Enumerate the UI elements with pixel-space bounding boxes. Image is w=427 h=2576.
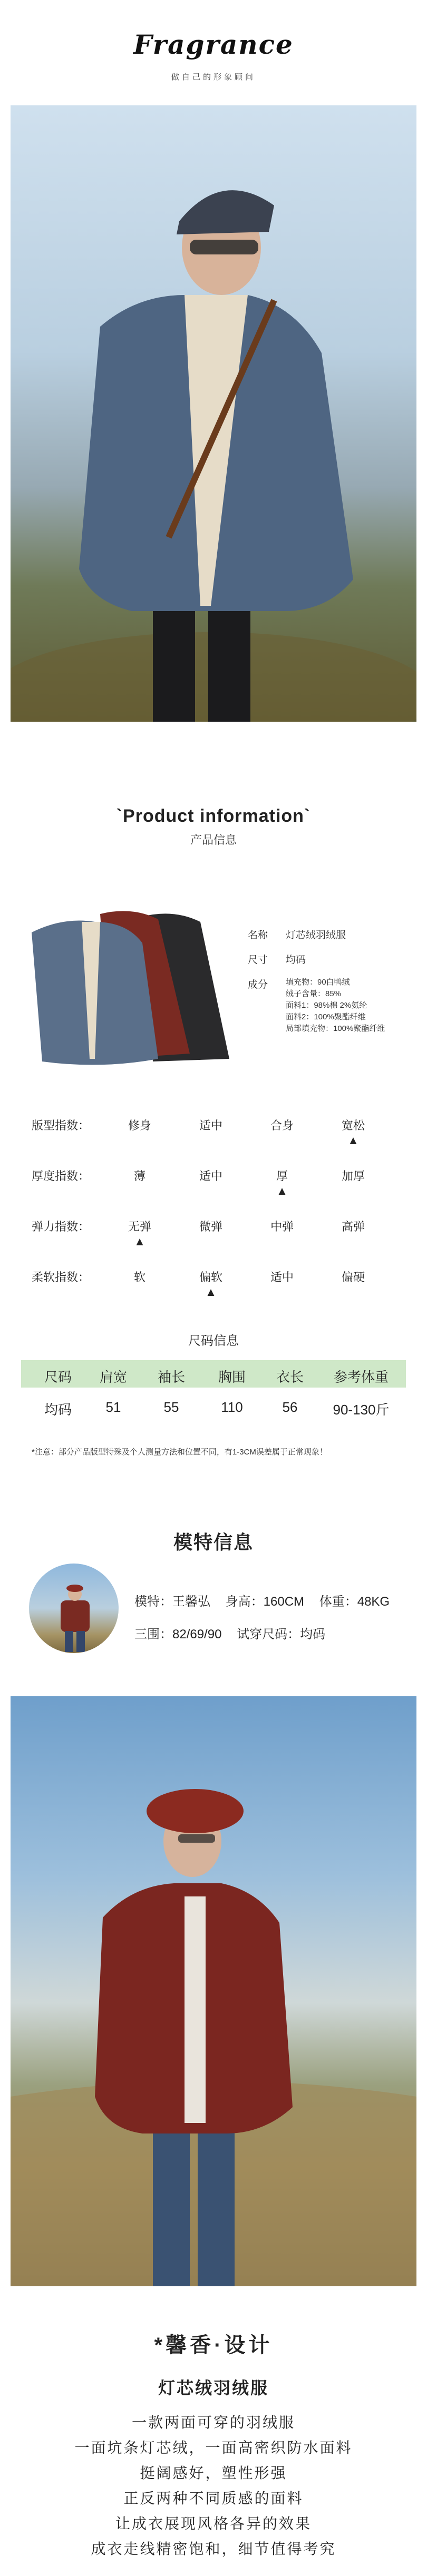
material-line: 填充物：90白鸭绒 [286,978,350,987]
material-line: 局部填充物：100%聚酯纤维 [286,1024,385,1033]
spec-material-list [286,977,385,1035]
size-table-header [21,1360,406,1388]
rating-marker-icon: ▲ [205,1285,217,1299]
rating-row-softness [32,1263,411,1314]
model-try-size: 试穿尺码：均码 [237,1627,326,1641]
size-info-title: 尺码信息 [188,1334,239,1348]
rating-option: 软 [133,1271,145,1284]
size-header-cell: 袖长 [157,1369,185,1385]
rating-marker-icon: ▲ [276,1184,288,1197]
model-name: 模特：王馨弘 [134,1595,210,1609]
model-stats-line-2 [134,1624,337,1642]
size-cell: 均码 [44,1402,72,1418]
size-cell: 51 [105,1399,121,1415]
avatar-illustration [29,1564,119,1653]
rating-label: 弹力指数： [32,1220,90,1233]
brand-tagline: 做自己的形象顾问 [171,73,256,82]
design-line: 成衣走线精密饱和，细节值得考究 [91,2541,336,2557]
size-cell: 56 [282,1399,298,1415]
model-info-title: 模特信息 [173,1531,254,1553]
size-header-cell: 尺码 [44,1369,72,1385]
rating-option: 无弹 [128,1220,151,1233]
size-header-cell: 衣长 [276,1369,304,1385]
rating-option: 适中 [270,1271,294,1284]
rating-row-elasticity [32,1213,411,1263]
model-avatar [29,1564,119,1653]
design-line: 让成衣展现风格各异的效果 [115,2515,312,2532]
model-height: 身高：160CM [225,1595,305,1609]
rating-option: 宽松 [341,1119,365,1132]
design-line: 一款两面可穿的羽绒服 [131,2414,295,2431]
rating-label: 版型指数： [32,1119,90,1132]
rating-option: 适中 [199,1119,222,1132]
model-photo-illustration [11,1696,416,2286]
design-line: 正反两种不同质感的面料 [123,2490,304,2506]
model-photo [11,1696,416,2286]
product-info-subtitle: 产品信息 [190,833,237,847]
rating-option: 修身 [128,1119,151,1132]
product-spec-table [248,927,422,1045]
design-title: *馨香·设计 [154,2334,273,2357]
size-table-row [21,1391,406,1420]
design-line: 挺阔感好，塑性形强 [140,2465,287,2481]
rating-option: 微弹 [199,1220,222,1233]
size-header-cell: 胸围 [218,1369,246,1385]
rating-label: 厚度指数： [32,1169,90,1183]
spec-row-name [248,927,422,941]
rating-option: 薄 [133,1169,145,1183]
spec-key: 成分 [248,979,268,990]
color-variants-image [21,901,237,1075]
spec-row-material [248,977,422,1035]
rating-label: 柔软指数： [32,1271,90,1284]
design-product-name: 灯芯绒羽绒服 [158,2378,269,2397]
model-measurements: 三围：82/69/90 [134,1627,222,1641]
rating-row-fit [32,1112,411,1162]
rating-option: 合身 [270,1119,294,1132]
rating-option: 加厚 [341,1169,365,1183]
jacket-variants-illustration [21,901,237,1075]
size-cell: 55 [163,1399,179,1415]
rating-option: 厚 [276,1169,288,1183]
product-info-title: `Product information` [116,806,311,826]
material-line: 绒子含量：85% [286,989,342,998]
spec-value: 均码 [286,955,306,966]
model-stats-line-1 [134,1591,401,1609]
rating-row-thickness [32,1162,411,1213]
rating-option: 偏软 [199,1271,222,1284]
rating-option: 高弹 [341,1220,365,1233]
rating-option: 中弹 [270,1220,294,1233]
spec-key: 尺寸 [248,955,268,966]
design-line: 一面坑条灯芯绒，一面高密织防水面料 [74,2440,353,2456]
size-cell: 90-130斤 [333,1402,390,1418]
rating-option: 偏硬 [341,1271,365,1284]
rating-option: 适中 [199,1169,222,1183]
spec-key: 名称 [248,930,268,941]
material-line: 面料1：98%棉 2%氨纶 [286,1001,367,1010]
material-line: 面料2：100%聚酯纤维 [286,1012,366,1021]
rating-marker-icon: ▲ [347,1134,359,1147]
model-weight: 体重：48KG [319,1595,390,1609]
spec-row-size [248,952,422,966]
rating-marker-icon: ▲ [134,1235,145,1248]
brand-logo: Fragrance [133,29,294,60]
design-description [0,2410,427,2562]
measurement-note: *注意：部分产品版型特殊及个人测量方法和位置不同，有1-3CM误差属于正常现象！ [32,1448,327,1457]
fit-ratings [32,1112,411,1314]
size-header-cell: 参考体重 [333,1369,389,1385]
size-cell: 110 [221,1399,243,1415]
hero-photo [11,105,416,722]
spec-value: 灯芯绒羽绒服 [286,930,346,941]
hero-photo-illustration [11,105,416,722]
size-header-cell: 肩宽 [99,1369,127,1385]
